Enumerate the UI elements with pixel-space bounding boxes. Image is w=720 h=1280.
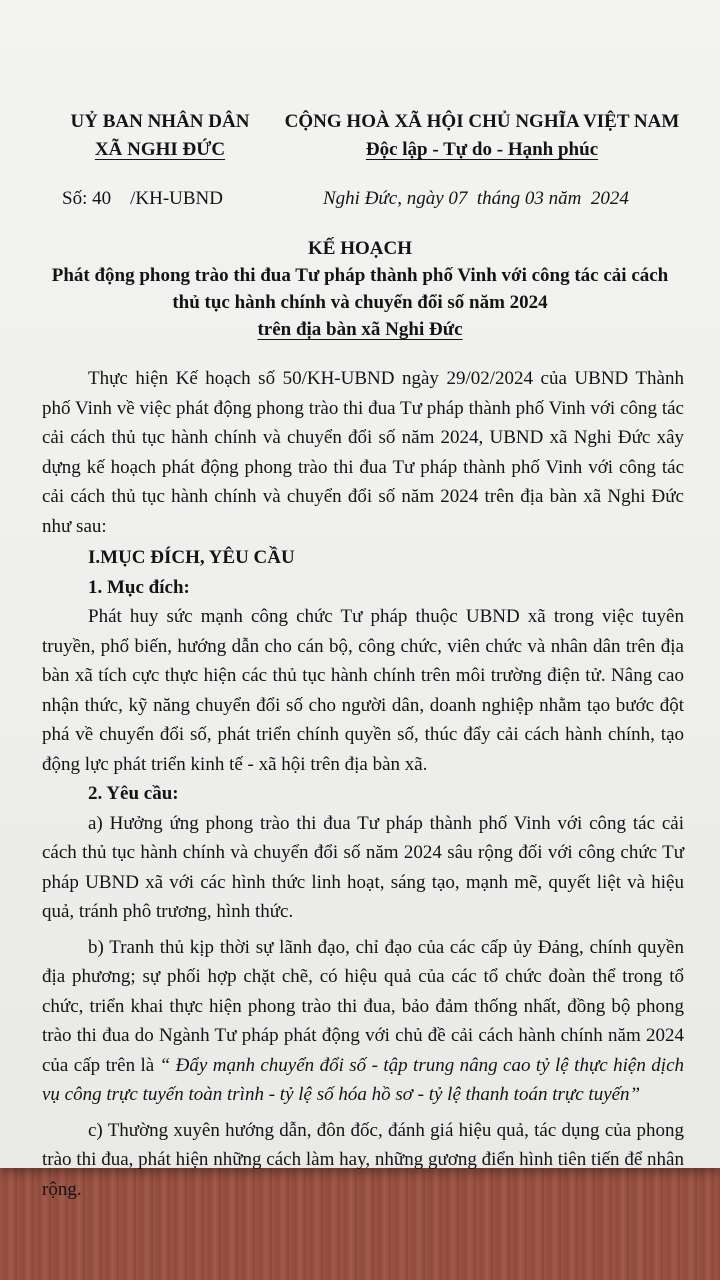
requirement-b-text: b) Tranh thủ kịp thời sự lãnh đạo, chỉ đạo của các cấp ủy Đảng, chính quyền địa phương; sự phối hợp chặt chẽ, có hiệu quả của các tổ chức đoàn thể trong tổ chức, triển khai thực hiện phong trào thi đua, bảo đảm thống nhất, đồng bộ phong trào thi đua do Ngành Tư pháp phát động với chủ đề cải cách hành chính năm 2024 của cấp trên là [42,936,684,1076]
document-date: Nghi Đức, ngày 07 tháng 03 năm 2024 [323,188,629,209]
purpose-paragraph: Phát huy sức mạnh công chức Tư pháp thuộc UBND xã trong việc tuyên truyền, phổ biến, hướng dẫn cho cán bộ, công chức, viên chức và nhân dân trên địa bàn xã tích cực thực hiện các thủ tục hành chính trên môi trường điện tử. Nâng cao nhận thức, kỹ năng chuyển đổi số cho người dân, doanh nghiệp nhằm tạo bước đột phá về chuyển đổi số, phát triển chính quyền số, thúc đẩy cải cách hành chính, tạo động lực phát triển kinh tế - xã hội trên địa bàn xã. [42,606,684,775]
section-heading-1: I.MỤC ĐÍCH, YÊU CẦU [88,547,295,568]
document-number: Số: 40 /KH-UBND [62,188,223,209]
intro-paragraph: Thực hiện Kế hoạch số 50/KH-UBND ngày 29/02/2024 của UBND Thành phố Vinh về việc phát động phong trào thi đua Tư pháp thành phố Vinh với công tác cải cách thủ tục hành chính và chuyển đổi số năm 2024, UBND xã Nghi Đức xây dựng kế hoạch phát động phong trào thi đua Tư pháp thành phố Vinh với công tác cải cách thủ tục hành chính và chuyển đổi số năm 2024 trên địa bàn xã Nghi Đức như sau: [42,368,684,537]
agency-line-1: UỶ BAN NHÂN DÂN [70,111,250,132]
document-body [42,364,684,1204]
subtitle-line-2: thủ tục hành chính và chuyển đổi số năm 2024 [172,292,548,313]
motto-line: Độc lập - Tự do - Hạnh phúc [365,139,599,160]
agency-line-2: XÃ NGHI ĐỨC [94,139,226,160]
requirement-b [42,933,684,1110]
subsection-heading-purpose: 1. Mục đích: [88,576,190,598]
subtitle-line-1: Phát động phong trào thi đua Tư pháp thành phố Vinh với công tác cải cách [51,265,669,286]
requirement-a: a) Hưởng ứng phong trào thi đua Tư pháp thành phố Vinh với công tác cải cách thủ tục hành chính và chuyển đổi số năm 2024 sâu rộng đối với công chức Tư pháp UBND xã với các hình thức linh hoạt, sáng tạo, mạnh mẽ, quyết liệt và hiệu quả, tránh phô trương, hình thức. [42,812,684,922]
document-title: KẾ HOẠCH [308,238,412,259]
country-name: CỘNG HOÀ XÃ HỘI CHỦ NGHĨA VIỆT NAM [284,111,680,132]
issuing-agency [40,108,280,164]
subsection-heading-requirements: 2. Yêu cầu: [88,783,179,804]
subtitle-line-3: trên địa bàn xã Nghi Đức [257,319,463,340]
national-motto [282,108,682,164]
requirement-c: c) Thường xuyên hướng dẫn, đôn đốc, đánh giá hiệu quả, tác dụng của phong trào thi đua, phát hiện những cách làm hay, những gương điển hình tiên tiến để nhân rộng. [42,1119,684,1200]
document-subtitle [20,262,700,343]
requirement-b-quote: “ Đẩy mạnh chuyển đổi số - tập trung nâng cao tỷ lệ thực hiện dịch vụ công trực tuyến toàn trình - tỷ lệ số hóa hồ sơ - tỷ lệ thanh toán trực tuyến” [42,1054,684,1105]
